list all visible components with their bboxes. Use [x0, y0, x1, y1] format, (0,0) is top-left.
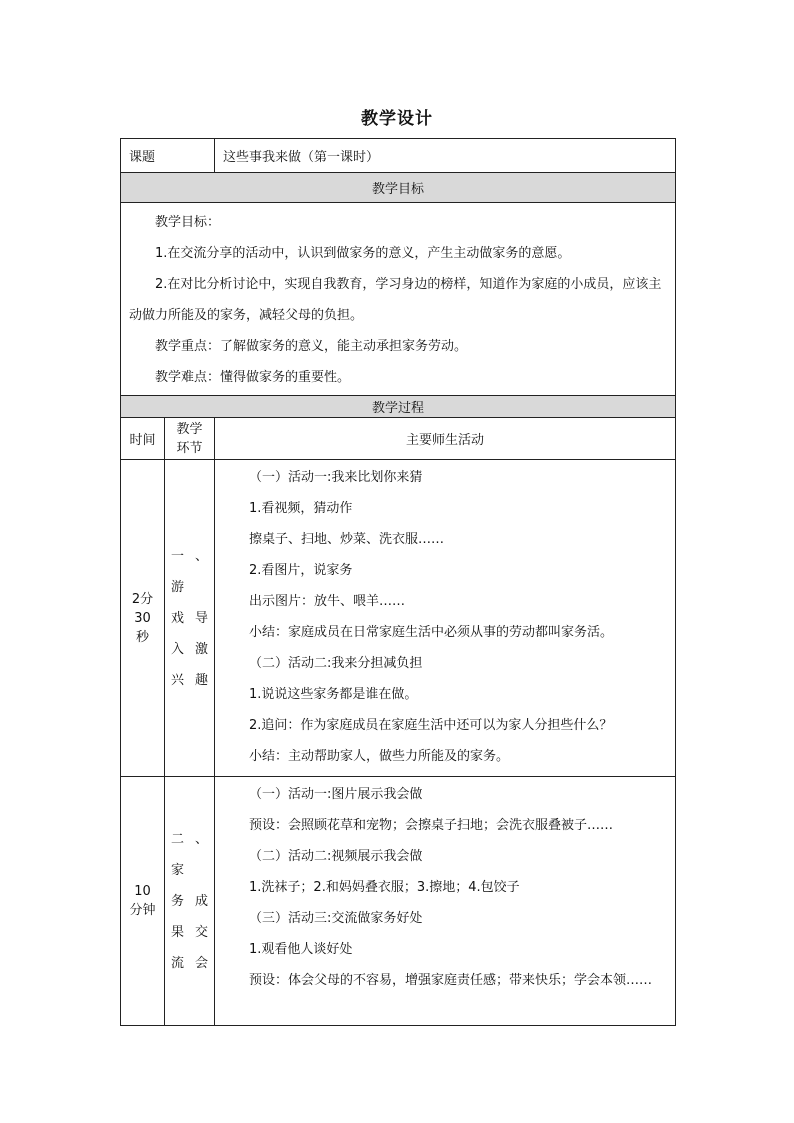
- time-line: 10: [134, 884, 151, 899]
- time-line: 秒: [135, 629, 149, 645]
- document-title: 教学设计: [361, 109, 433, 129]
- stage-line: 务 成: [171, 893, 209, 909]
- objectives-line: 教学重点：了解做家务的意义，能主动承担家务劳动。: [155, 339, 468, 354]
- activity-line: （二）活动二:我来分担减负担: [249, 656, 423, 671]
- topic-value: 这些事我来做（第一课时）: [215, 139, 676, 173]
- objectives-line: 2.在对比分析讨论中，实现自我教育，学习身边的榜样，知道作为家庭的小成员，应该主动做力所能及的家务，减轻父母的负担。: [129, 277, 662, 323]
- activity-line: 2.追问：作为家庭成员在家庭生活中还可以为家人分担些什么？: [249, 718, 613, 733]
- time-cell: [121, 460, 165, 777]
- objectives-line: 教学目标：: [155, 215, 221, 230]
- col-stage-header: [165, 418, 215, 460]
- objectives-heading: 教学目标: [121, 173, 676, 203]
- activity-line: 小结：家庭成员在日常家庭生活中必须从事的劳动都叫家务活。: [249, 625, 614, 640]
- time-line: 2分: [131, 591, 154, 607]
- col-stage-header-line: 环节: [176, 440, 203, 456]
- stage-line: 兴趣: [171, 672, 209, 688]
- stage-cell: [165, 777, 215, 1026]
- activities-cell: [215, 460, 676, 777]
- activity-line: 1.观看他人谈好处: [249, 942, 353, 957]
- topic-row: [121, 139, 676, 173]
- col-time-header: 时间: [121, 418, 165, 460]
- topic-label: 课题: [121, 139, 215, 173]
- time-line: 30: [134, 610, 151, 626]
- activity-line: 擦桌子、扫地、炒菜、洗衣服……: [249, 532, 445, 547]
- col-stage-header-line: 教学: [176, 421, 203, 437]
- activity-line: 小结：主动帮助家人，做些力所能及的家务。: [249, 749, 510, 764]
- process-row: [121, 460, 676, 777]
- activity-line: 2.看图片，说家务: [249, 563, 353, 578]
- stage-line: 入 激: [171, 641, 209, 657]
- activity-line: 预设：体会父母的不容易，增强家庭责任感；带来快乐；学会本领……: [249, 973, 653, 988]
- stage-cell: [165, 460, 215, 777]
- stage-line: 戏 导: [171, 610, 209, 626]
- activity-line: （二）活动二:视频展示我会做: [249, 849, 423, 864]
- objectives-line: 1.在交流分享的活动中，认识到做家务的意义，产生主动做家务的意愿。: [155, 246, 571, 261]
- lesson-plan-table: [120, 138, 676, 1026]
- stage-line: 流会: [171, 955, 209, 971]
- activity-line: 1.洗袜子；2.和妈妈叠衣服；3.擦地；4.包饺子: [249, 880, 520, 895]
- activity-line: （三）活动三:交流做家务好处: [249, 911, 423, 926]
- process-heading-row: [121, 396, 676, 418]
- process-row: [121, 777, 676, 1026]
- process-heading: 教学过程: [121, 396, 676, 418]
- activity-line: （一）活动一:我来比划你来猜: [249, 470, 423, 485]
- stage-line: 一、游: [171, 548, 209, 595]
- stage-line: 果 交: [171, 924, 209, 940]
- activity-line: 出示图片：放牛、喂羊……: [249, 594, 406, 609]
- objectives-heading-row: [121, 173, 676, 203]
- activity-line: 预设：会照顾花草和宠物；会擦桌子扫地；会洗衣服叠被子……: [249, 818, 614, 833]
- stage-line: 二、家: [171, 831, 209, 878]
- time-line: 分钟: [129, 903, 156, 918]
- activity-line: （一）活动一:图片展示我会做: [249, 787, 423, 802]
- activities-cell: [215, 777, 676, 1026]
- objectives-content: [121, 203, 676, 396]
- col-activity-header: 主要师生活动: [215, 418, 676, 460]
- objectives-row: [121, 203, 676, 396]
- activity-line: 1.看视频，猜动作: [249, 501, 353, 516]
- objectives-line: 教学难点：懂得做家务的重要性。: [155, 370, 351, 385]
- time-cell: [121, 777, 165, 1026]
- activity-line: 1.说说这些家务都是谁在做。: [249, 687, 418, 702]
- process-columns-row: [121, 418, 676, 460]
